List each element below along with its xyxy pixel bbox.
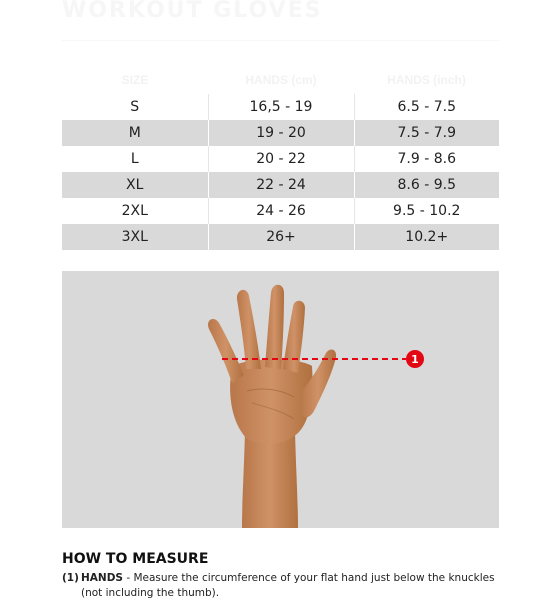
- cell-inch: 6.5 - 7.5: [354, 94, 499, 120]
- hand-illustration-svg: [62, 271, 499, 528]
- table-row: [62, 172, 499, 198]
- cell-cm: 19 - 20: [208, 120, 354, 146]
- instruction-number: (1): [62, 572, 79, 584]
- table-header-row: [62, 66, 499, 94]
- header-size: SIZE: [121, 73, 149, 87]
- cell-inch: 9.5 - 10.2: [354, 198, 499, 224]
- hand-icon: [208, 285, 336, 528]
- table-row: [62, 94, 499, 120]
- page-title: WORKOUT GLOVES: [62, 0, 323, 23]
- cell-inch: 8.6 - 9.5: [354, 172, 499, 198]
- cell-cm: 16,5 - 19: [208, 94, 354, 120]
- table-row: [62, 120, 499, 146]
- instruction-label: HANDS: [81, 572, 123, 584]
- measurement-marker-label: 1: [411, 353, 419, 366]
- table-row: [62, 146, 499, 172]
- instruction-body: [81, 571, 502, 600]
- how-to-measure-heading: HOW TO MEASURE: [62, 551, 209, 567]
- cell-inch: 7.9 - 8.6: [354, 146, 499, 172]
- cell-size: 3XL: [62, 224, 208, 250]
- cell-size: 2XL: [121, 203, 148, 219]
- instruction-item: [62, 571, 502, 600]
- cell-cm: 26+: [208, 224, 354, 250]
- cell-size: L: [130, 151, 139, 167]
- cell-size: XL: [62, 172, 208, 198]
- hand-measurement-illustration: [62, 271, 499, 528]
- header-hands-inch: HANDS (inch): [387, 73, 466, 87]
- cell-cm: 20 - 22: [208, 146, 354, 172]
- header-hands-cm: HANDS (cm): [245, 73, 317, 87]
- cell-cm: 22 - 24: [208, 172, 354, 198]
- cell-cm: 24 - 26: [208, 198, 354, 224]
- cell-inch: 10.2+: [354, 224, 499, 250]
- cell-size: M: [62, 120, 208, 146]
- cell-inch: 7.5 - 7.9: [354, 120, 499, 146]
- instruction-text: - Measure the circumference of your flat hand just below the knuckles (not including the thumb).: [81, 572, 495, 599]
- cell-size: S: [130, 99, 140, 115]
- table-row: [62, 224, 499, 250]
- size-table: [62, 66, 499, 250]
- table-row: [62, 198, 499, 224]
- title-divider: [62, 40, 499, 41]
